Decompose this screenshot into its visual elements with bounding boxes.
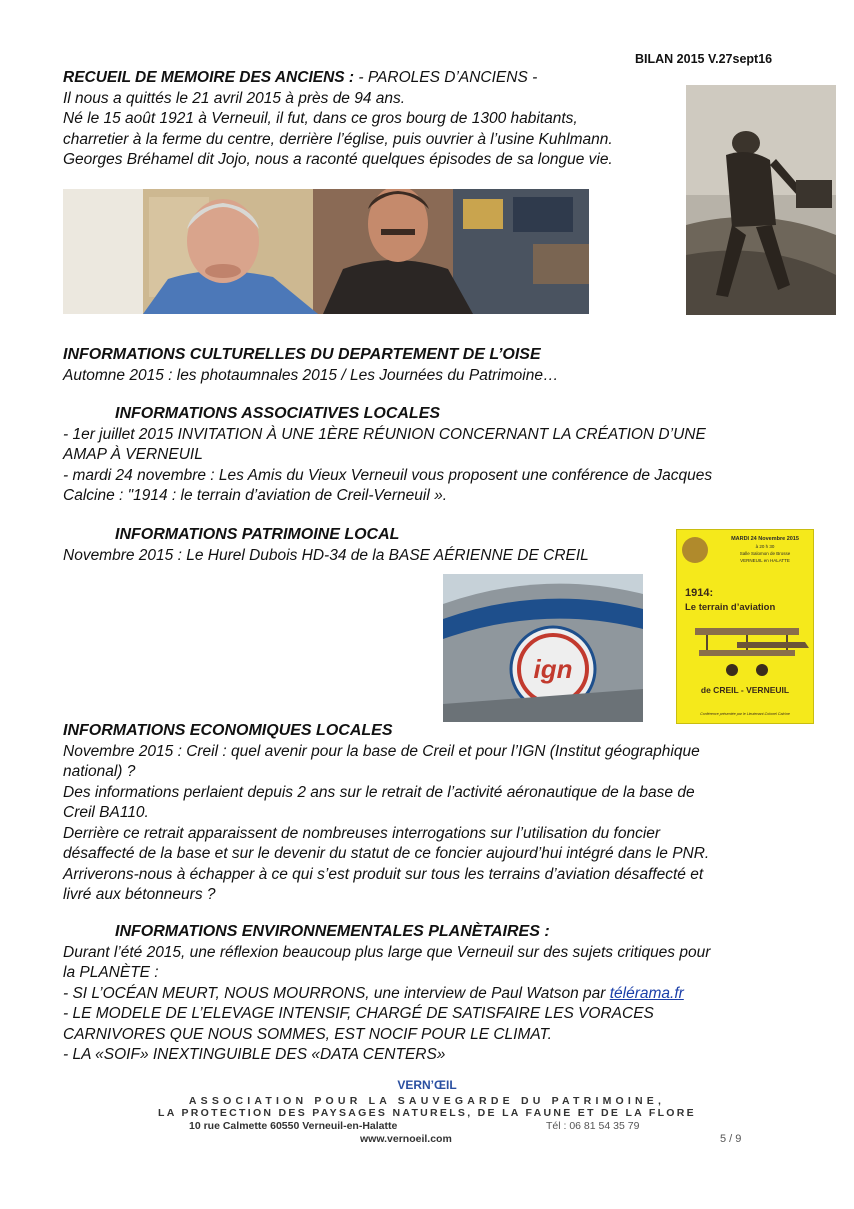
- section-environnementales-title: INFORMATIONS ENVIRONNEMENTALES PLANÈTAIRES :: [115, 923, 550, 940]
- memoire-line-4: Georges Bréhamel dit Jojo, nous a raconté quelques épisodes de sa longue vie.: [63, 151, 613, 168]
- memoire-line-1: Il nous a quittés le 21 avril 2015 à près de 94 ans.: [63, 89, 406, 107]
- patrimoine-line: Novembre 2015 : Le Hurel Dubois HD-34 de la BASE AÉRIENNE DE CREIL: [63, 546, 589, 564]
- document-version: BILAN 2015 V.27sept16: [635, 52, 773, 66]
- footer-website[interactable]: www.vernoeil.com: [360, 1133, 452, 1145]
- memoire-line-2: Né le 15 août 1921 à Verneuil, il fut, dans ce gros bourg de 1300 habitants,: [63, 110, 578, 127]
- section-patrimoine-title: INFORMATIONS PATRIMOINE LOCAL: [115, 526, 400, 543]
- economiques-line-2: national) ?: [63, 763, 136, 780]
- telerama-link[interactable]: télérama.fr: [609, 984, 684, 1002]
- section-economiques: [63, 721, 709, 906]
- economiques-line-4: Creil BA110.: [63, 804, 149, 821]
- economiques-line-7: Arriverons-nous à échapper à ce qui s’est produit sur tous les terrains d’aviation désaffecté et: [63, 865, 704, 883]
- photo-jojo-interview: [63, 189, 589, 314]
- section-associatives: [63, 404, 712, 507]
- ocean-article-desc: , une interview de Paul Watson par: [365, 984, 610, 1002]
- poster-speaker: Conférence présentée par le Lieutenant-Colonel Calcine: [700, 712, 790, 716]
- poster-conference-1914: [676, 529, 814, 724]
- footer-line-2: LA PROTECTION DES PAYSAGES NATURELS, DE LA FAUNE ET DE LA FLORE: [158, 1107, 696, 1119]
- associatives-line-4: Calcine : "1914 : le terrain d’aviation de Creil-Verneuil ».: [63, 487, 448, 504]
- associatives-line-1: - 1er juillet 2015 INVITATION À UNE 1ÈRE RÉUNION CONCERNANT LA CRÉATION D’UNE: [63, 425, 706, 443]
- economiques-line-1: Novembre 2015 : Creil : quel avenir pour la base de Creil et pour l’IGN (Institut géographique: [63, 742, 700, 760]
- environnementales-line-6: - LA «SOIF» INEXTINGUIBLE DES «DATA CENTERS»: [63, 1046, 446, 1063]
- section-culturelles: [63, 345, 558, 386]
- section-environnementales: [63, 922, 710, 1066]
- economiques-line-8: livré aux bétonneurs ?: [63, 886, 216, 903]
- ocean-article-title: - SI L’OCÉAN MEURT, NOUS MOURRONS: [63, 984, 366, 1002]
- photo-farm-worker: [686, 85, 836, 315]
- associatives-line-2: AMAP À VERNEUIL: [63, 446, 203, 463]
- environnementales-line-1: Durant l’été 2015, une réflexion beaucoup plus large que Verneuil sur des sujets critiques pour: [63, 943, 711, 961]
- environnementales-line-4: - LE MODELE DE L’ELEVAGE INTENSIF, CHARGÉ DE SATISFAIRE LES VORACES: [63, 1005, 654, 1022]
- memoire-line-3: charretier à la ferme du centre, derrière l’église, puis ouvrier à l’usine Kuhlmann.: [63, 130, 613, 148]
- section-culturelles-title: INFORMATIONS CULTURELLES DU DEPARTEMENT DE L’OISE: [63, 346, 541, 363]
- photo-hurel-dubois-plane: [443, 574, 643, 722]
- page-number: 5 / 9: [720, 1133, 742, 1145]
- section-memoire-title: RECUEIL DE MEMOIRE DES ANCIENS :: [63, 69, 355, 86]
- footer-phone: Tél : 06 81 54 35 79: [546, 1120, 640, 1132]
- footer-address: 10 rue Calmette 60550 Verneuil-en-Halatte: [189, 1120, 398, 1132]
- economiques-line-5: Derrière ce retrait apparaissent de nombreuses interrogations sur l’utilisation du foncier: [63, 824, 661, 842]
- economiques-line-3: Des informations perlaient depuis 2 ans sur le retrait de l’activité aéronautique de la base de: [63, 783, 695, 801]
- culturelles-line: Automne 2015 : les photaumnales 2015 / Les Journées du Patrimoine…: [63, 366, 559, 384]
- economiques-line-6: désaffecté de la base et sur le devenir du statut de ce foncier aujourd’hui intégré dans le PNR.: [63, 845, 710, 862]
- ign-logo-text: ign: [533, 654, 573, 684]
- environnementales-line-3: [63, 984, 710, 1005]
- section-memoire: [63, 68, 683, 171]
- poster-town: VERNEUIL en HALATTE: [740, 558, 790, 563]
- poster-year: 1914:: [685, 587, 714, 599]
- environnementales-line-2: la PLANÈTE :: [63, 964, 159, 981]
- footer-org-name: VERN’ŒIL: [397, 1078, 457, 1092]
- section-associatives-title: INFORMATIONS ASSOCIATIVES LOCALES: [115, 405, 441, 422]
- poster-date: MARDI 24 Novembre 2015: [731, 536, 799, 542]
- section-economiques-title: INFORMATIONS ECONOMIQUES LOCALES: [63, 722, 393, 739]
- section-memoire-subtitle: - PAROLES D’ANCIENS -: [354, 69, 538, 86]
- poster-subject: Le terrain d’aviation: [685, 602, 776, 613]
- poster-time: à 20 h 30: [755, 544, 775, 549]
- environnementales-line-5: CARNIVORES QUE NOUS SOMMES, EST NOCIF POUR LE CLIMAT.: [63, 1025, 552, 1043]
- section-patrimoine: [63, 525, 589, 566]
- footer-line-1: ASSOCIATION POUR LA SAUVEGARDE DU PATRIMOINE,: [188, 1095, 666, 1107]
- associatives-line-3: - mardi 24 novembre : Les Amis du Vieux Verneuil vous proposent une conférence de Jacques: [63, 466, 713, 484]
- poster-place: de CREIL - VERNEUIL: [700, 685, 790, 695]
- poster-venue: Salle Salomon de Brosse: [739, 551, 791, 556]
